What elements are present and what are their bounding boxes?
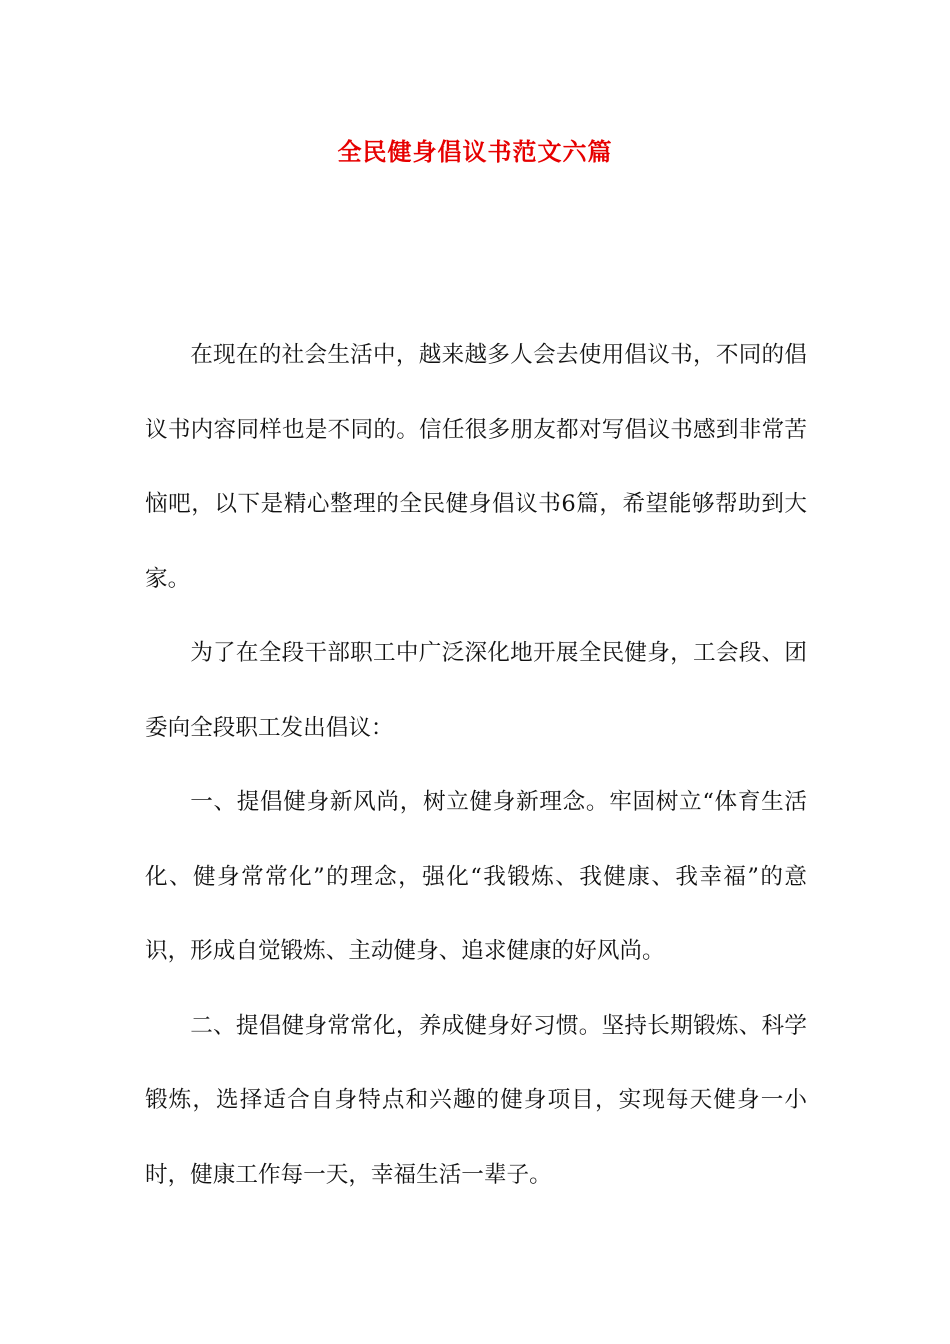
document-body	[145, 318, 807, 1212]
paragraph-point-one: 一、提倡健身新风尚，树立健身新理念。牢固树立“体育生活化、健身常常化”的理念，强化“我锻炼、我健康、我幸福”的意识，形成自觉锻炼、主动健身、追求健康的好风尚。	[145, 789, 807, 964]
paragraph-initiative: 为了在全段干部职工中广泛深化地开展全民健身，工会段、团委向全段职工发出倡议：	[145, 640, 807, 741]
paragraph-point-two: 二、提倡健身常常化，养成健身好习惯。坚持长期锻炼、科学锻炼，选择适合自身特点和兴趣的健身项目，实现每天健身一小时，健康工作每一天，幸福生活一辈子。	[145, 1012, 807, 1188]
document-title: 全民健身倡议书范文六篇	[337, 137, 613, 166]
paragraph-intro: 在现在的社会生活中，越来越多人会去使用倡议书，不同的倡议书内容同样也是不同的。信任很多朋友都对写倡议书感到非常苦恼吧，以下是精心整理的全民健身倡议书6篇，希望能够帮助到大家。	[145, 342, 807, 592]
